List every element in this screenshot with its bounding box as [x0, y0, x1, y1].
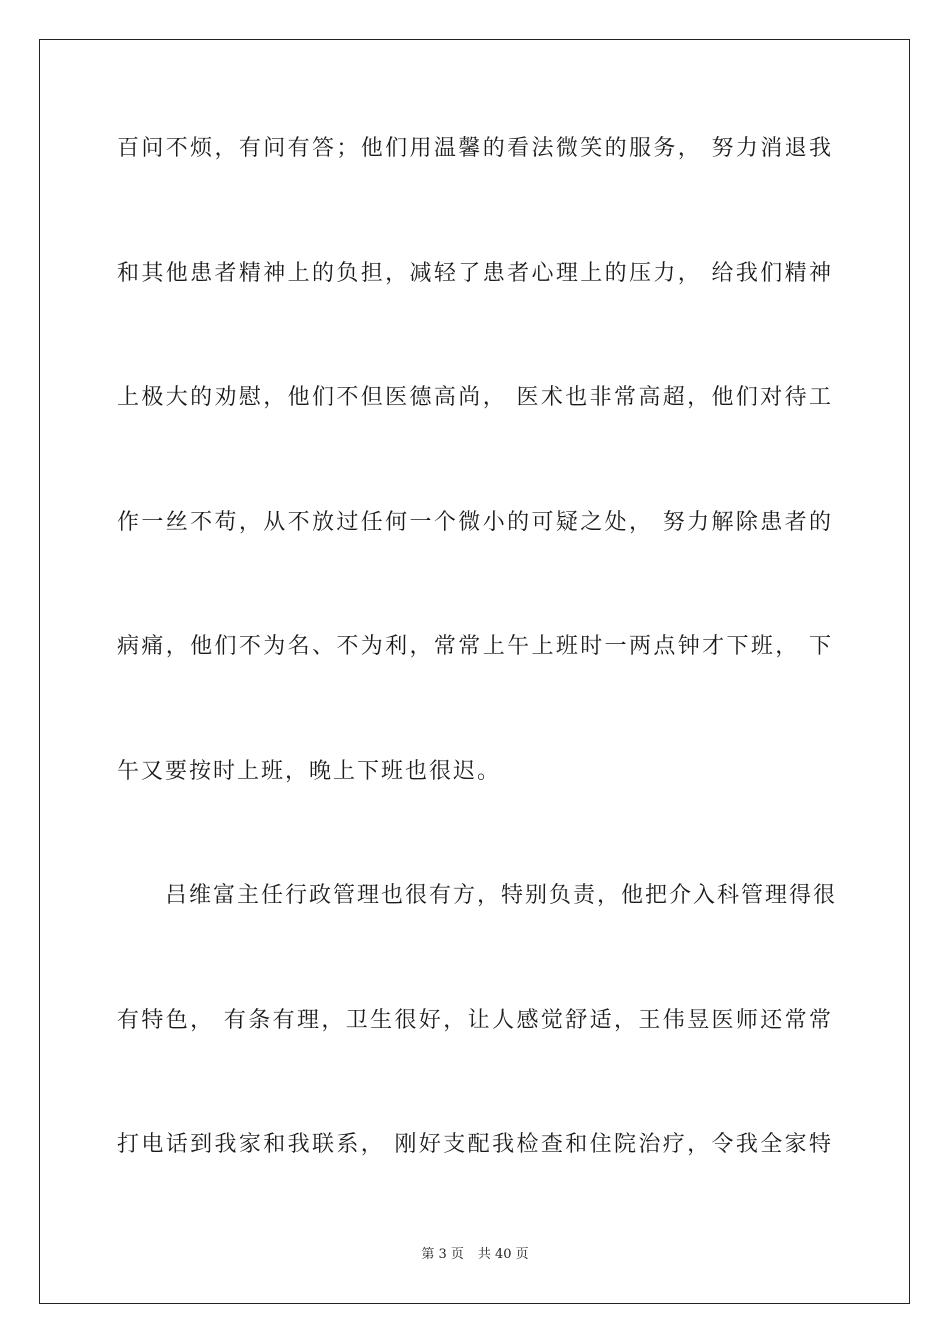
text-line: 有特色， 有条有理，卫生很好，让人感觉舒适，王伟昱医师还常常 [117, 1007, 833, 1033]
page-footer [0, 1246, 950, 1264]
text-line: 作一丝不苟，从不放过任何一个微小的可疑之处， 努力解除患者的 [117, 509, 833, 535]
document-body [117, 128, 838, 1249]
paragraph-first-line: 吕维富主任行政管理也很有方，特别负责，他把介入科管理得很 [165, 883, 838, 908]
text-line: 打电话到我家和我联系， 刚好支配我检查和住院治疗，令我全家特 [117, 1132, 833, 1157]
page-number: 第 3 页 [421, 1247, 464, 1262]
text-line: 午又要按时上班，晚上下班也很迟。 [117, 758, 502, 784]
text-line: 病痛，他们不为名、不为利，常常上午上班时一两点钟才下班， 下 [117, 634, 833, 659]
text-line: 和其他患者精神上的负担，减轻了患者心理上的压力， 给我们精神 [117, 260, 833, 286]
page-total: 共 40 页 [477, 1247, 529, 1262]
text-line: 上极大的劝慰，他们不但医德高尚， 医术也非常高超，他们对待工 [117, 385, 833, 410]
text-line: 百问不烦，有问有答；他们用温馨的看法微笑的服务， 努力消退我 [117, 136, 833, 161]
